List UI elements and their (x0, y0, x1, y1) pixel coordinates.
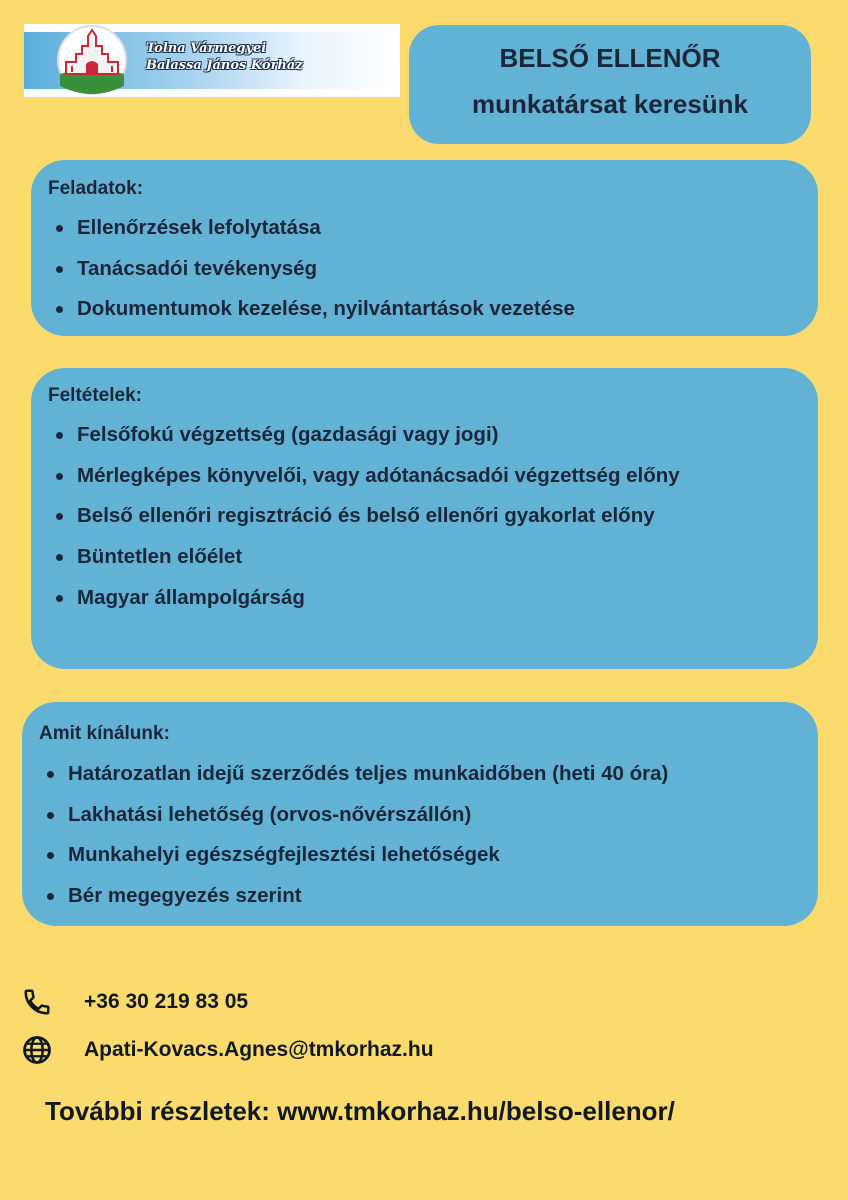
tasks-heading: Feladatok: (48, 178, 144, 199)
list-item: Magyar állampolgárság (53, 578, 680, 619)
requirements-heading: Feltételek: (48, 385, 142, 406)
list-item: Büntetlen előélet (53, 537, 680, 578)
list-item: Mérlegképes könyvelői, vagy adótanácsadói végzettség előny (53, 456, 680, 497)
offer-card (22, 702, 818, 926)
list-item: Belső ellenőri regisztráció és belső ellenőri gyakorlat előny (53, 496, 680, 537)
job-subtitle: munkatársat keresünk (471, 89, 749, 119)
list-item: Tanácsadói tevékenység (53, 249, 575, 290)
list-item: Bér megegyezés szerint (44, 876, 668, 917)
logo-line-2: Balassa János Kórház (146, 58, 303, 73)
list-item: Lakhatási lehetőség (orvos-nővérszállón) (44, 795, 668, 836)
hospital-logo (24, 24, 400, 97)
requirements-list (53, 415, 680, 618)
list-item: Dokumentumok kezelése, nyilvántartások vezetése (53, 289, 575, 330)
details-link[interactable]: További részletek: www.tmkorhaz.hu/belso-ellenor/ (45, 1096, 675, 1126)
email-address[interactable]: Apati-Kovacs.Agnes@tmkorhaz.hu (84, 1038, 434, 1061)
hospital-building-icon (52, 24, 132, 97)
globe-icon (22, 1035, 52, 1065)
requirements-card (31, 368, 818, 669)
logo-text (146, 40, 303, 74)
job-title: BELSŐ ELLENŐR (499, 43, 721, 73)
tasks-list (53, 208, 575, 330)
list-item: Munkahelyi egészségfejlesztési lehetőségek (44, 835, 668, 876)
phone-number[interactable]: +36 30 219 83 05 (84, 990, 249, 1013)
offer-list (44, 754, 668, 917)
contact-phone (22, 985, 248, 1019)
offer-heading: Amit kínálunk: (39, 723, 170, 744)
logo-line-1: Tolna Vármegyei (146, 41, 267, 56)
list-item: Felsőfokú végzettség (gazdasági vagy jogi) (53, 415, 680, 456)
list-item: Ellenőrzések lefolytatása (53, 208, 575, 249)
phone-icon (22, 987, 52, 1017)
title-box (409, 25, 811, 144)
list-item: Határozatlan idejű szerződés teljes munkaidőben (heti 40 óra) (44, 754, 668, 795)
tasks-card (31, 160, 818, 336)
contact-email (22, 1033, 434, 1067)
